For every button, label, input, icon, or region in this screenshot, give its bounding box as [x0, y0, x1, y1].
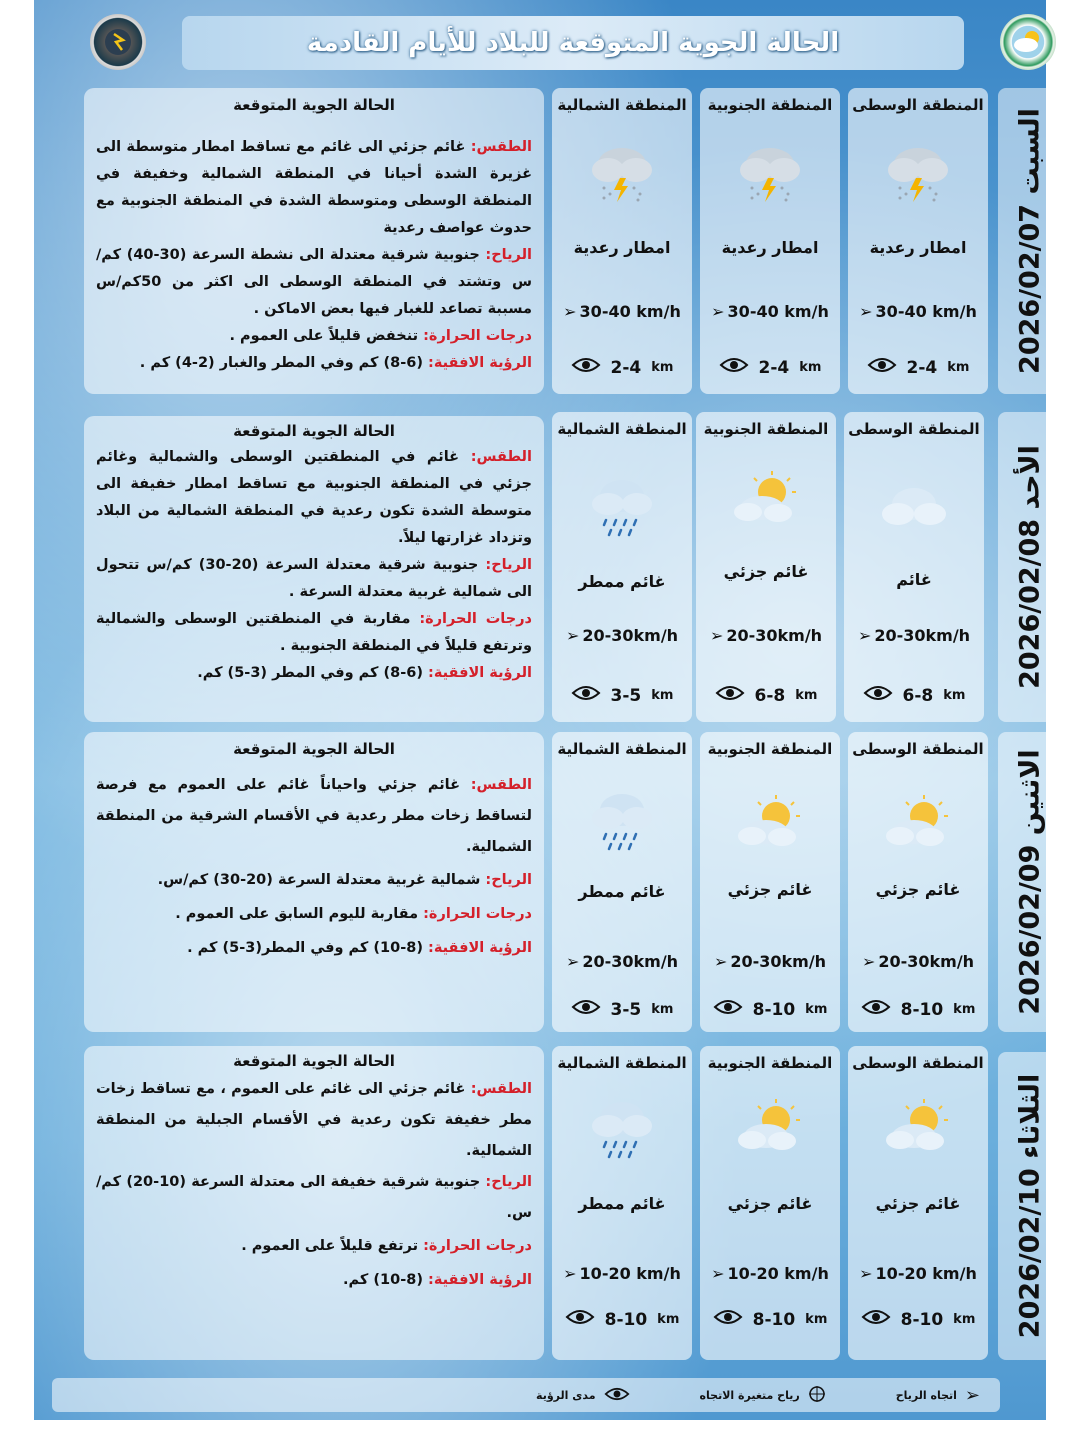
visibility: 8-10 km [848, 998, 988, 1021]
temp-text: تنخفض قليلاً على العموم . [229, 328, 419, 344]
region-name: المنطقة الجنوبية [703, 420, 829, 438]
visibility: 6-8 km [696, 684, 836, 707]
region-name: المنطقة الشمالية [557, 96, 687, 114]
region-card-central [848, 1046, 988, 1360]
wind-direction-icon: ➢ [964, 1384, 980, 1406]
region-name: المنطقة الجنوبية [707, 96, 833, 114]
temp-label: درجات الحرارة: [423, 328, 532, 344]
legend-bar [52, 1378, 1000, 1412]
vis-label: الرؤية الافقية: [428, 355, 532, 371]
visibility: 2-4 km [700, 356, 840, 379]
vis-text: (8-10) كم وفي المطر(3-5) كم . [187, 940, 423, 956]
visibility: 3-5 km [552, 684, 692, 707]
date-strip [998, 88, 1062, 394]
condition-text: امطار رعدية [573, 238, 671, 257]
wind-speed: ➢ 20-30km/h [713, 952, 827, 971]
region-card-south [700, 732, 840, 1032]
wind-direction-icon: ➢ [563, 302, 577, 321]
thunderstorm-cloud-icon [730, 138, 810, 208]
region-card-north [552, 88, 692, 394]
eye-icon [571, 684, 601, 707]
panel-title: الحالة الجوية المتوقعة [233, 96, 395, 114]
condition-text: غائم جزئي [875, 880, 961, 899]
region-card-central [848, 732, 988, 1032]
partly-cloudy-icon [878, 792, 958, 862]
weather-label: الطقس: [470, 777, 532, 793]
date-strip [998, 412, 1062, 722]
region-name: المنطقة الشمالية [557, 420, 687, 438]
variable-wind-icon [808, 1385, 826, 1406]
weather-text: غائم جزئي الى غائم مع تساقط امطار متوسطة الى غزيرة الشدة أحيانا في المنطقة الشمالية وخفيفة في المنطقة الوسطى ومتوسطة الشدة في المنطقة الجنوبية مع حدوث عواصف رعدية [96, 139, 532, 236]
condition-text: غائم جزئي [723, 562, 809, 581]
temp-label: درجات الحرارة: [419, 611, 532, 627]
region-card-south [700, 88, 840, 394]
forecast-text-panel [84, 416, 544, 722]
region-name: المنطقة الوسطى [852, 1054, 984, 1072]
weather-paragraph [96, 134, 532, 242]
wind-direction-icon: ➢ [711, 1264, 725, 1283]
ministry-logo [1000, 14, 1056, 70]
temp-text: ترتفع قليلاً على العموم . [241, 1238, 419, 1254]
region-card-north [552, 1046, 692, 1360]
vis-paragraph [96, 931, 532, 965]
wind-speed: ➢ 20-30km/h [565, 952, 679, 971]
condition-text: غائم جزئي [727, 880, 813, 899]
temp-paragraph [96, 897, 532, 931]
vis-text: (6-8) كم وفي المطر والغبار (2-4) كم . [139, 355, 423, 371]
temp-paragraph [96, 1229, 532, 1263]
visibility: 6-8 km [844, 684, 984, 707]
wind-direction-icon: ➢ [565, 626, 580, 645]
region-card-central [844, 412, 984, 722]
region-name: المنطقة الشمالية [557, 1054, 687, 1072]
vis-text: (8-10) كم. [343, 1272, 423, 1288]
wind-label: الرياح: [485, 1174, 532, 1190]
wind-speed: ➢ 20-30km/h [861, 952, 975, 971]
date-strip [998, 732, 1062, 1032]
forecast-page [34, 0, 1046, 1420]
wind-direction-icon: ➢ [859, 1264, 873, 1283]
region-name: المنطقة الشمالية [557, 740, 687, 758]
eye-icon [863, 684, 893, 707]
visibility: 2-4 km [552, 356, 692, 379]
wind-text: شمالية غربية معتدلة السرعة (20-30) كم/س. [157, 872, 481, 888]
partly-cloudy-icon [726, 468, 806, 538]
visibility: 2-4 km [848, 356, 988, 379]
region-name: المنطقة الجنوبية [707, 740, 833, 758]
visibility: 8-10 km [700, 1308, 840, 1331]
region-card-north [552, 732, 692, 1032]
wind-direction-icon: ➢ [859, 302, 873, 321]
eye-icon [861, 1308, 891, 1331]
condition-text: غائم ممطر [578, 882, 666, 901]
eye-icon [604, 1386, 630, 1405]
wind-speed: ➢ 20-30km/h [565, 626, 679, 645]
condition-text: امطار رعدية [869, 238, 967, 257]
forecast-text-panel [84, 732, 544, 1032]
region-card-south [700, 1046, 840, 1360]
temp-label: درجات الحرارة: [423, 1238, 532, 1254]
vis-paragraph [96, 350, 532, 377]
partly-cloudy-icon [730, 792, 810, 862]
vis-paragraph [96, 660, 532, 687]
temp-text: مقاربة لليوم السابق على العموم . [175, 906, 419, 922]
condition-text: غائم جزئي [727, 1194, 813, 1213]
eye-icon [867, 356, 897, 379]
weather-label: الطقس: [470, 1081, 532, 1097]
vis-label: الرؤية الافقية: [428, 665, 532, 681]
weather-label: الطقس: [470, 449, 532, 465]
legend-visibility: مدى الرؤية [536, 1386, 629, 1405]
rain-cloud-icon [582, 786, 662, 856]
vis-label: الرؤية الافقية: [428, 940, 532, 956]
wind-paragraph [96, 863, 532, 897]
condition-text: غائم ممطر [578, 1194, 666, 1213]
condition-text: غائم ممطر [578, 572, 666, 591]
forecast-text-panel [84, 1046, 544, 1360]
wind-speed: ➢ 30-40 km/h [859, 302, 977, 321]
day-row-saturday [84, 88, 1046, 394]
meteorological-authority-logo [90, 14, 146, 70]
weather-text: غائم في المنطقتين الوسطى والشمالية وغائم جزئي في المنطقة الجنوبية مع تساقط امطار خفيفة الى متوسطة الشدة تكون رعدية في المنطقة الشمالية من البلاد وتزداد غزارتها ليلاً. [96, 449, 532, 546]
region-name: المنطقة الوسطى [852, 96, 984, 114]
page-title-bar [182, 16, 964, 70]
temp-paragraph [96, 606, 532, 660]
eye-icon [713, 1308, 743, 1331]
rain-cloud-icon [582, 472, 662, 542]
eye-icon [571, 998, 601, 1021]
temp-paragraph [96, 323, 532, 350]
forecast-text-panel [84, 88, 544, 394]
wind-speed: ➢ 30-40 km/h [711, 302, 829, 321]
region-card-central [848, 88, 988, 394]
date-label: السبت 2026/02/07 [1014, 108, 1046, 374]
region-name: المنطقة الوسطى [852, 740, 984, 758]
weather-text: غائم جزئي الى غائم على العموم ، مع تساقط زخات مطر خفيفة تكون رعدية في الأقسام الجبلية من المنطقة الشمالية. [96, 1081, 532, 1159]
cloudy-icon [874, 476, 954, 546]
rain-cloud-icon [582, 1094, 662, 1164]
wind-text: جنوبية شرقية خفيفة الى معتدلة السرعة (10-20) كم/س. [96, 1174, 532, 1221]
vis-paragraph [96, 1263, 532, 1297]
panel-title: الحالة الجوية المتوقعة [233, 1052, 395, 1070]
wind-direction-icon: ➢ [711, 302, 725, 321]
wind-paragraph [96, 242, 532, 323]
visibility: 8-10 km [552, 1308, 692, 1331]
wind-direction-icon: ➢ [709, 626, 724, 645]
date-strip [998, 1052, 1062, 1360]
thunderstorm-cloud-icon [582, 138, 662, 208]
wind-speed: ➢ 20-30km/h [857, 626, 971, 645]
wind-text: جنوبية شرقية معتدلة السرعة (20-30) كم/س تتحول الى شمالية غربية معتدلة السرعة . [96, 557, 532, 600]
wind-direction-icon: ➢ [857, 626, 872, 645]
panel-title: الحالة الجوية المتوقعة [233, 740, 395, 758]
eye-icon [571, 356, 601, 379]
wind-speed: ➢ 10-20 km/h [563, 1264, 681, 1283]
page-title: الحالة الجوية المتوقعة للبلاد للأيام القادمة [306, 28, 840, 58]
visibility: 3-5 km [552, 998, 692, 1021]
temp-text: مقاربة في المنطقتين الوسطى والشمالية وترتفع قليلاً في المنطقة الجنوبية . [96, 611, 532, 654]
legend-wind-direction: ➢ اتجاه الرياح [895, 1384, 980, 1406]
eye-icon [719, 356, 749, 379]
condition-text: غائم جزئي [875, 1194, 961, 1213]
date-label: الأحد 2026/02/08 [1014, 445, 1046, 689]
day-row-tuesday [84, 1046, 1046, 1360]
wind-text: جنوبية شرقية معتدلة الى نشطة السرعة (30-40) كم/س وتشتد في المنطقة الوسطى الى اكثر من 50كم/س مسببة تصاعد للغبار فيها بعض الاماكن . [96, 247, 532, 317]
panel-title: الحالة الجوية المتوقعة [233, 422, 395, 440]
day-row-monday [84, 732, 1046, 1032]
region-name: المنطقة الوسطى [848, 420, 980, 438]
weather-paragraph [96, 770, 532, 863]
wind-label: الرياح: [485, 557, 532, 573]
vis-label: الرؤية الافقية: [428, 1272, 532, 1288]
wind-direction-icon: ➢ [861, 952, 876, 971]
wind-label: الرياح: [485, 872, 532, 888]
condition-text: امطار رعدية [721, 238, 819, 257]
legend-variable-wind: رياح متغيرة الاتجاه [700, 1385, 826, 1406]
visibility: 8-10 km [700, 998, 840, 1021]
temp-label: درجات الحرارة: [423, 906, 532, 922]
weather-paragraph [96, 444, 532, 552]
partly-cloudy-icon [878, 1096, 958, 1166]
eye-icon [715, 684, 745, 707]
region-name: المنطقة الجنوبية [707, 1054, 833, 1072]
region-card-south [696, 412, 836, 722]
wind-direction-icon: ➢ [565, 952, 580, 971]
day-row-sunday [84, 412, 1046, 722]
region-card-north [552, 412, 692, 722]
weather-label: الطقس: [470, 139, 532, 155]
date-label: الاثنين 2026/02/09 [1014, 749, 1046, 1015]
eye-icon [861, 998, 891, 1021]
condition-text: غائم [896, 570, 932, 589]
weather-text: غائم جزئي واحياناً غائم على العموم مع فرصة لتساقط زخات مطر رعدية في الأقسام الشرقية من المنطقة الشمالية. [96, 777, 532, 855]
eye-icon [565, 1308, 595, 1331]
wind-label: الرياح: [485, 247, 532, 263]
partly-cloudy-icon [730, 1096, 810, 1166]
wind-direction-icon: ➢ [563, 1264, 577, 1283]
eye-icon [713, 998, 743, 1021]
vis-text: (6-8) كم وفي المطر (3-5) كم. [197, 665, 423, 681]
wind-speed: ➢ 10-20 km/h [711, 1264, 829, 1283]
wind-speed: ➢ 30-40 km/h [563, 302, 681, 321]
thunderstorm-cloud-icon [878, 138, 958, 208]
wind-paragraph [96, 552, 532, 606]
date-label: الثلاثاء 2026/02/10 [1014, 1073, 1046, 1339]
weather-paragraph [96, 1074, 532, 1167]
wind-paragraph [96, 1167, 532, 1229]
visibility: 8-10 km [848, 1308, 988, 1331]
wind-speed: ➢ 20-30km/h [709, 626, 823, 645]
wind-speed: ➢ 10-20 km/h [859, 1264, 977, 1283]
wind-direction-icon: ➢ [713, 952, 728, 971]
